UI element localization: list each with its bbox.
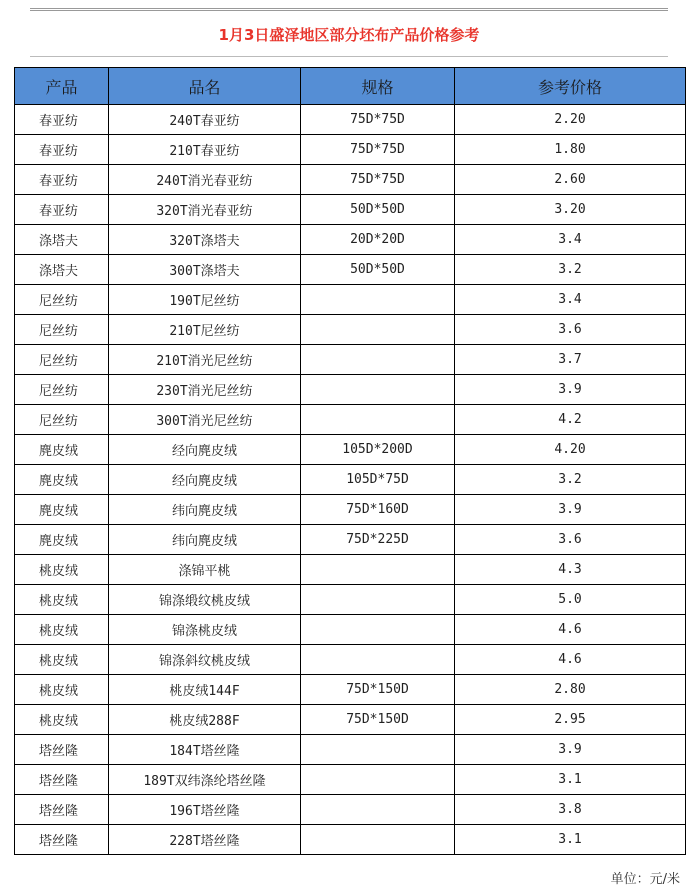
- name-cell: 320T消光春亚纺: [109, 195, 301, 225]
- table-row: [15, 705, 686, 735]
- table-row: [15, 585, 686, 615]
- spec-cell: 50D*50D: [301, 195, 455, 225]
- name-cell: 桃皮绒144F: [109, 675, 301, 705]
- header-spec: 规格: [301, 68, 455, 105]
- product-cell: 桃皮绒: [15, 705, 109, 735]
- table-row: [15, 105, 686, 135]
- name-cell: 300T消光尼丝纺: [109, 405, 301, 435]
- spec-cell: 75D*150D: [301, 705, 455, 735]
- price-cell: 3.6: [455, 315, 686, 345]
- product-cell: 塔丝隆: [15, 735, 109, 765]
- price-cell: 3.1: [455, 825, 686, 855]
- name-cell: 320T涤塔夫: [109, 225, 301, 255]
- table-row: [15, 825, 686, 855]
- name-cell: 240T春亚纺: [109, 105, 301, 135]
- product-cell: 春亚纺: [15, 195, 109, 225]
- price-cell: 2.95: [455, 705, 686, 735]
- name-cell: 189T双纬涤纶塔丝隆: [109, 765, 301, 795]
- spec-cell: [301, 645, 455, 675]
- spec-cell: 75D*75D: [301, 165, 455, 195]
- name-cell: 锦涤斜纹桃皮绒: [109, 645, 301, 675]
- name-cell: 经向麂皮绒: [109, 465, 301, 495]
- name-cell: 210T尼丝纺: [109, 315, 301, 345]
- table-row: [15, 465, 686, 495]
- name-cell: 经向麂皮绒: [109, 435, 301, 465]
- name-cell: 300T涤塔夫: [109, 255, 301, 285]
- spec-cell: [301, 345, 455, 375]
- name-cell: 210T春亚纺: [109, 135, 301, 165]
- price-cell: 4.3: [455, 555, 686, 585]
- header-name: 品名: [109, 68, 301, 105]
- price-table: [14, 67, 686, 855]
- spec-cell: 75D*160D: [301, 495, 455, 525]
- product-cell: 尼丝纺: [15, 285, 109, 315]
- table-row: [15, 195, 686, 225]
- price-cell: 3.9: [455, 735, 686, 765]
- product-cell: 塔丝隆: [15, 765, 109, 795]
- spec-cell: [301, 315, 455, 345]
- price-cell: 2.60: [455, 165, 686, 195]
- price-cell: 1.80: [455, 135, 686, 165]
- spec-cell: 75D*75D: [301, 105, 455, 135]
- name-cell: 228T塔丝隆: [109, 825, 301, 855]
- table-row: [15, 405, 686, 435]
- product-cell: 尼丝纺: [15, 345, 109, 375]
- table-row: [15, 225, 686, 255]
- product-cell: 麂皮绒: [15, 525, 109, 555]
- table-row: [15, 495, 686, 525]
- spec-cell: 105D*200D: [301, 435, 455, 465]
- spec-cell: 50D*50D: [301, 255, 455, 285]
- spec-cell: [301, 615, 455, 645]
- table-row: [15, 675, 686, 705]
- price-cell: 3.7: [455, 345, 686, 375]
- name-cell: 240T消光春亚纺: [109, 165, 301, 195]
- table-row: [15, 285, 686, 315]
- table-row: [15, 765, 686, 795]
- title-divider: [30, 56, 668, 57]
- name-cell: 纬向麂皮绒: [109, 495, 301, 525]
- product-cell: 桃皮绒: [15, 615, 109, 645]
- product-cell: 麂皮绒: [15, 465, 109, 495]
- product-cell: 桃皮绒: [15, 675, 109, 705]
- product-cell: 涤塔夫: [15, 255, 109, 285]
- name-cell: 230T消光尼丝纺: [109, 375, 301, 405]
- price-cell: 3.9: [455, 375, 686, 405]
- table-row: [15, 645, 686, 675]
- product-cell: 春亚纺: [15, 105, 109, 135]
- table-row: [15, 135, 686, 165]
- name-cell: 210T消光尼丝纺: [109, 345, 301, 375]
- name-cell: 196T塔丝隆: [109, 795, 301, 825]
- header-price: 参考价格: [455, 68, 686, 105]
- table-row: [15, 375, 686, 405]
- product-cell: 桃皮绒: [15, 555, 109, 585]
- spec-cell: 75D*75D: [301, 135, 455, 165]
- spec-cell: [301, 405, 455, 435]
- spec-cell: [301, 585, 455, 615]
- table-row: [15, 435, 686, 465]
- product-cell: 桃皮绒: [15, 645, 109, 675]
- name-cell: 184T塔丝隆: [109, 735, 301, 765]
- price-cell: 2.80: [455, 675, 686, 705]
- table-body: [15, 105, 686, 855]
- name-cell: 190T尼丝纺: [109, 285, 301, 315]
- name-cell: 锦涤缎纹桃皮绒: [109, 585, 301, 615]
- product-cell: 尼丝纺: [15, 405, 109, 435]
- table-row: [15, 555, 686, 585]
- table-row: [15, 255, 686, 285]
- spec-cell: [301, 825, 455, 855]
- spec-cell: 75D*150D: [301, 675, 455, 705]
- table-row: [15, 525, 686, 555]
- table-row: [15, 615, 686, 645]
- price-cell: 3.4: [455, 285, 686, 315]
- product-cell: 尼丝纺: [15, 315, 109, 345]
- spec-cell: 20D*20D: [301, 225, 455, 255]
- spec-cell: [301, 555, 455, 585]
- price-cell: 4.6: [455, 645, 686, 675]
- price-cell: 3.4: [455, 225, 686, 255]
- header-product: 产品: [15, 68, 109, 105]
- product-cell: 麂皮绒: [15, 435, 109, 465]
- price-cell: 4.20: [455, 435, 686, 465]
- price-cell: 4.2: [455, 405, 686, 435]
- product-cell: 桃皮绒: [15, 585, 109, 615]
- price-cell: 2.20: [455, 105, 686, 135]
- price-cell: 3.2: [455, 465, 686, 495]
- spec-cell: [301, 765, 455, 795]
- price-cell: 4.6: [455, 615, 686, 645]
- product-cell: 春亚纺: [15, 165, 109, 195]
- spec-cell: [301, 285, 455, 315]
- name-cell: 纬向麂皮绒: [109, 525, 301, 555]
- table-row: [15, 165, 686, 195]
- product-cell: 尼丝纺: [15, 375, 109, 405]
- price-cell: 5.0: [455, 585, 686, 615]
- name-cell: 锦涤桃皮绒: [109, 615, 301, 645]
- price-cell: 3.6: [455, 525, 686, 555]
- price-cell: 3.1: [455, 765, 686, 795]
- price-cell: 3.8: [455, 795, 686, 825]
- name-cell: 涤锦平桃: [109, 555, 301, 585]
- top-divider: [30, 8, 668, 11]
- spec-cell: [301, 795, 455, 825]
- table-row: [15, 315, 686, 345]
- product-cell: 塔丝隆: [15, 795, 109, 825]
- product-cell: 塔丝隆: [15, 825, 109, 855]
- spec-cell: 75D*225D: [301, 525, 455, 555]
- table-row: [15, 795, 686, 825]
- table-header-row: [15, 68, 686, 105]
- name-cell: 桃皮绒288F: [109, 705, 301, 735]
- spec-cell: 105D*75D: [301, 465, 455, 495]
- product-cell: 涤塔夫: [15, 225, 109, 255]
- page-title: 1月3日盛泽地区部分坯布产品价格参考: [218, 26, 480, 44]
- spec-cell: [301, 375, 455, 405]
- price-cell: 3.9: [455, 495, 686, 525]
- unit-note: 单位：元/米: [610, 872, 680, 887]
- table-row: [15, 345, 686, 375]
- product-cell: 麂皮绒: [15, 495, 109, 525]
- price-cell: 3.2: [455, 255, 686, 285]
- product-cell: 春亚纺: [15, 135, 109, 165]
- table-row: [15, 735, 686, 765]
- price-cell: 3.20: [455, 195, 686, 225]
- spec-cell: [301, 735, 455, 765]
